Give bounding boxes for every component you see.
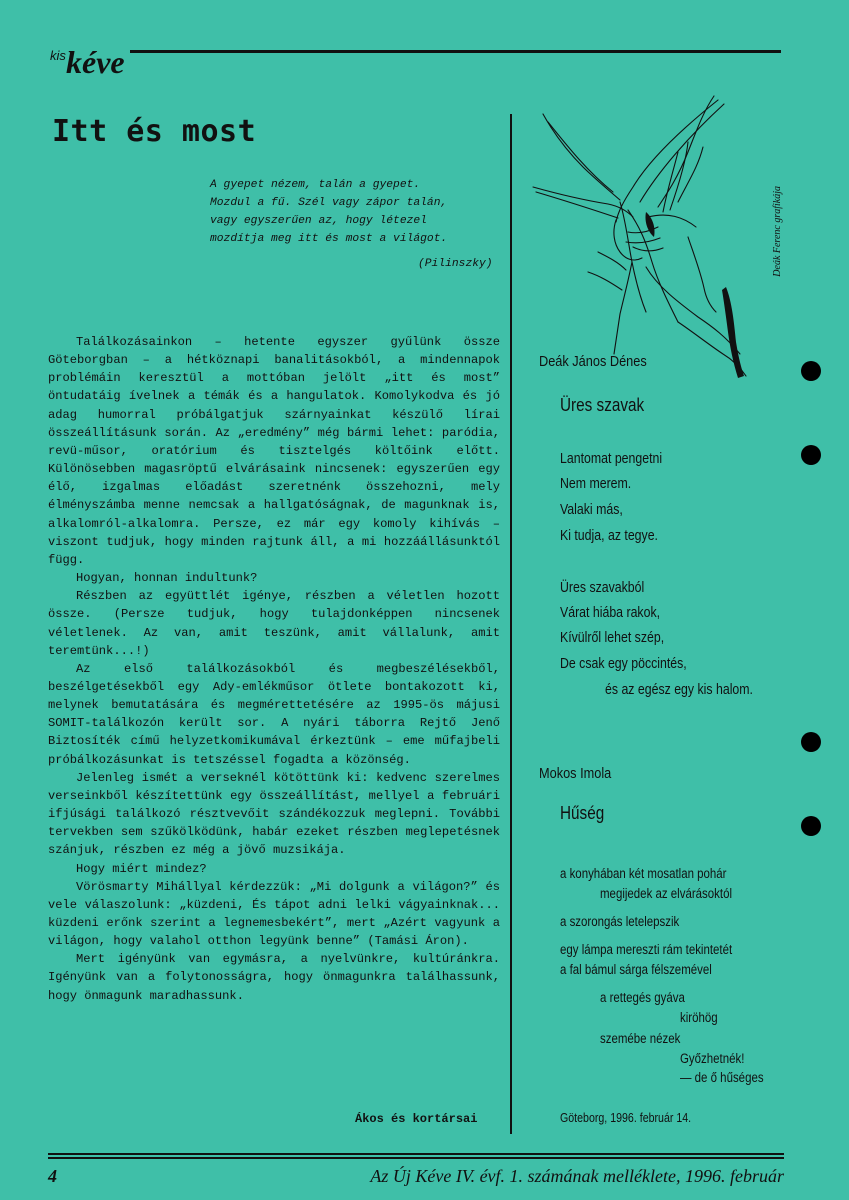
- masthead-keve: kéve: [66, 44, 125, 80]
- poem-line: szemébe nézek: [600, 1031, 681, 1046]
- motto-author: (Pilinszky): [418, 258, 493, 270]
- article-paragraph: Hogyan, honnan indultunk?: [76, 571, 258, 586]
- poem2-author: Mokos Imola: [539, 765, 612, 782]
- poem-line: Kívülről lehet szép,: [560, 630, 665, 646]
- masthead-kis: kis: [50, 48, 66, 63]
- poem-line: a szorongás letelepszik: [560, 914, 680, 929]
- article-paragraph: Találkozásainkon – hetente egyszer gyűlünk össze Göteborgban – a hétköznapi banalitásokból, a mindennapok problémáin keresztül a mottóban jelölt „itt és most” öntudatáig ívelnek a témák és a hangulatok. Komolykodva és jó adag humorral próbálgatjuk szárnyainkat készülő lírai összeállításunk során. Az „eredmény” még bármi lehet: paródia, revü-műsor, oratórium és tisztelgés költőink előtt. Különösebben magasröptű elvárásaink nincsenek: egyszerűen egy élő, izgalmas előadást szeretnénk összehozni, mely élményszámba menne nemcsak a hallgatóságnak, de magunknak is, alkalomról-alkalomra. Persze, ez már egy komoly kihívás – viszont tudjuk, hogy minden rajtunk áll, a mi hozzáállásunktól függ.: [48, 335, 500, 567]
- poem-line: Ki tudja, az tegye.: [560, 528, 658, 544]
- poem-line: Nem merem.: [560, 476, 632, 492]
- poem-line: Valaki más,: [560, 502, 623, 518]
- motto-line: vagy egyszerűen az, hogy létezel: [210, 215, 427, 227]
- footer-rule: [48, 1157, 784, 1159]
- article-signature: Ákos és kortársai: [355, 1112, 478, 1126]
- poem1-title: Üres szavak: [560, 395, 645, 415]
- motto: [210, 176, 500, 248]
- article-paragraph: Jelenleg ismét a verseknél kötöttünk ki: kedvenc szerelmes verseinkből készítettünk egy összeállítást, mellyel a februári ifjúsági találkozó résztvevőit szándékozzuk meglepni. További tervekben sem szűkölködünk, habár ezeket részben meglepetésnek szánjuk, részben ez még a jövő muzsikája.: [48, 770, 500, 858]
- poem2-dateline: Göteborg, 1996. február 14.: [560, 1111, 692, 1125]
- footer-rule: [48, 1153, 784, 1155]
- footer-text: Az Új Kéve IV. évf. 1. számának melléklete, 1996. február: [370, 1166, 784, 1186]
- top-rule: [130, 50, 781, 53]
- motto-line: Mozdul a fű. Szél vagy zápor talán,: [210, 197, 448, 209]
- binder-hole: [801, 816, 821, 836]
- page-number: 4: [48, 1166, 57, 1186]
- poem-line: egy lámpa mereszti rám tekintetét: [560, 942, 733, 957]
- poem-line: a konyhában két mosatlan pohár: [560, 866, 727, 881]
- motto-line: mozdítja meg itt és most a világot.: [210, 233, 448, 245]
- poem-line: Üres szavakból: [560, 580, 645, 596]
- article-paragraph: Részben az együttlét igénye, részben a véletlen hozott össze. (Persze tudjuk, hogy tulajdonképpen nincsenek véletlenek. Az van, amit teszünk, amit vállalunk, amit teremtünk...!): [48, 589, 500, 658]
- poem-line: a rettegés gyáva: [600, 990, 685, 1005]
- poem-line: megijedek az elvárásoktól: [600, 886, 733, 901]
- poem-line: Várat hiába rakok,: [560, 605, 661, 621]
- article-paragraph: Mert igényünk van egymásra, a nyelvünkre, kultúránkra. Igényünk van a folytonosságra, hogy önmagunkra találhassunk, hogy önmagunk maradhassunk.: [48, 952, 500, 1003]
- poem-line: — de ő hűséges: [680, 1070, 764, 1085]
- poem-line: Lantomat pengetni: [560, 451, 663, 467]
- article-paragraph: Az első találkozásokból és megbeszélésekből, beszélgetésekből egy Ady-emlékműsor ötlete bontakozott ki, melynek bemutatására és megmérettetésére az 1995-ös májusi SOMIT-találkozón került sor. A nyári táborra Rejtő Jenő Biztosíték című helyzetkomikumával érkeztünk – eme műfajbeli próbálkozásunkat is tetszéssel fogadta a közönség.: [48, 661, 500, 767]
- poem-line: a fal bámul sárga félszemével: [560, 962, 712, 977]
- poem1-author: Deák János Dénes: [539, 353, 647, 370]
- article-paragraph: Vörösmarty Mihállyal kérdezzük: „Mi dolgunk a világon?” és vele válaszolunk: „küzdeni, És tápot adni lelki vágyainknak... küzdeni erőnk szerint a legnemesbekért”, mert „Azért vagyunk a világon, hogy valahol otthon legyünk benne” (Tamási Áron).: [48, 879, 500, 949]
- poem-line: Győzhetnék!: [680, 1051, 745, 1066]
- poem-line: és az egész egy kis halom.: [605, 682, 753, 698]
- illustration-credit: Deák Ferenc grafikája: [772, 186, 783, 277]
- binder-hole: [801, 732, 821, 752]
- article-body: [48, 333, 500, 1005]
- binder-hole: [801, 361, 821, 381]
- motto-line: A gyepet nézem, talán a gyepet.: [210, 179, 421, 191]
- flying-figure-illustration: [528, 92, 768, 382]
- poem-line: kiröhög: [680, 1010, 718, 1025]
- article-title: Itt és most: [52, 114, 257, 149]
- article-paragraph: Hogy miért mindez?: [76, 861, 207, 876]
- poem2-title: Hűség: [560, 803, 605, 823]
- binder-hole: [801, 445, 821, 465]
- poem-line: De csak egy pöccintés,: [560, 656, 687, 672]
- column-divider: [510, 114, 512, 1134]
